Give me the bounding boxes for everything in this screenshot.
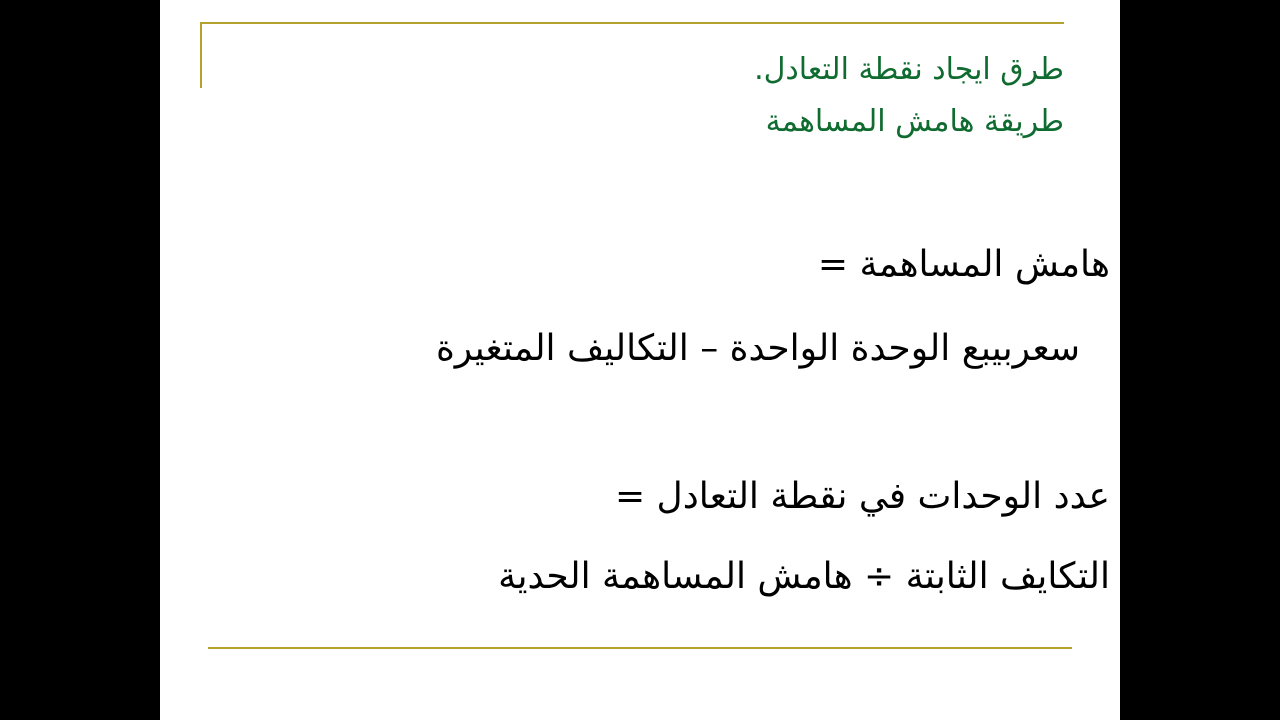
contribution-margin-label: هامش المساهمة = (817, 244, 1110, 285)
title-line-2: طريقة هامش المساهمة (765, 104, 1064, 139)
slide (160, 0, 1120, 720)
slide-body (210, 236, 1110, 606)
frame-bottom-rule (208, 647, 1072, 649)
slide-title (364, 44, 1064, 148)
frame-left-rule (200, 22, 202, 88)
breakeven-units-label: عدد الوحدات في نقطة التعادل = (614, 476, 1110, 517)
breakeven-units-formula: التكايف الثابتة ÷ هامش المساهمة الحدية (498, 556, 1110, 597)
contribution-margin-formula: سعربيبع الوحدة الواحدة – التكاليف المتغيرة (435, 328, 1080, 369)
frame-top-rule (200, 22, 1064, 24)
title-line-1: طرق ايجاد نقطة التعادل. (754, 52, 1064, 87)
